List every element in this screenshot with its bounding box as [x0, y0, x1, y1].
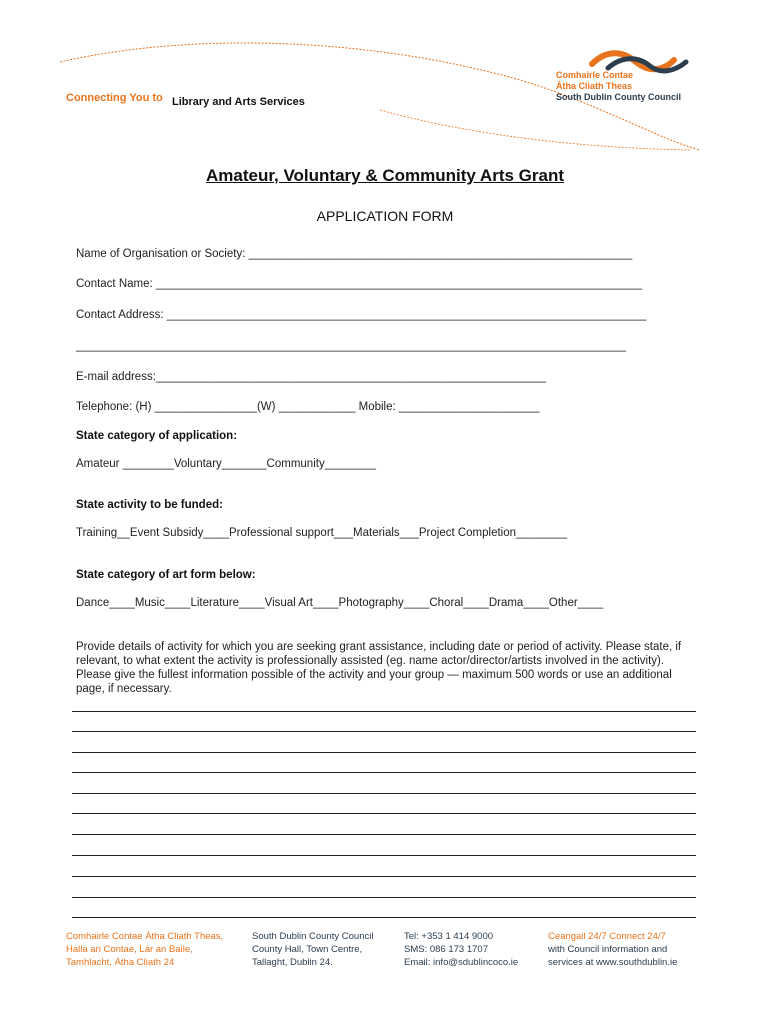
tagline: Connecting You to	[66, 92, 163, 104]
answer-line[interactable]	[72, 772, 696, 773]
answer-line[interactable]	[72, 731, 696, 732]
answer-line[interactable]	[72, 876, 696, 877]
telephone-field[interactable]: Telephone: (H) ________________(W) ____________ Mobile: ______________________	[76, 401, 540, 413]
logo-irish-line-2: Átha Cliath Theas	[556, 81, 633, 91]
address-line-2-field[interactable]: ______________________________________________________________________________________	[76, 340, 627, 352]
footer-website-link[interactable]: services at www.southdublin.ie	[548, 957, 678, 968]
answer-line[interactable]	[72, 813, 696, 814]
organisation-field[interactable]: Name of Organisation or Society: ____________________________________________________________	[76, 248, 633, 260]
form-subtitle: APPLICATION FORM	[316, 208, 454, 224]
contact-name-field[interactable]: Contact Name: ____________________________________________________________________________	[76, 278, 642, 290]
logo-english-name: South Dublin County Council	[556, 92, 681, 102]
footer-line: Comhairle Contae Átha Cliath Theas,	[66, 931, 224, 942]
details-instructions: Provide details of activity for which you are seeking grant assistance, including date or period of activity. Please state, if relevant, to what extent the activity is professionally assisted (eg. name actor/director/artists involved in the activity). Please give the fullest information possible of the activity and your group — maximum 500 words or use an additional page, if necessary.	[76, 641, 682, 695]
council-logo-text	[556, 70, 681, 103]
footer-line: Tamhlacht, Átha Cliath 24	[66, 957, 175, 968]
form-title: Amateur, Voluntary & Community Arts Grant	[206, 166, 564, 185]
footer-line: Ceangail 24/7 Connect 24/7	[548, 931, 666, 942]
answer-line[interactable]	[72, 897, 696, 898]
service-name: Library and Arts Services	[172, 96, 305, 108]
footer-phone: Tel: +353 1 414 9000	[404, 931, 494, 942]
footer-irish-address	[66, 930, 223, 969]
answer-line[interactable]	[72, 711, 696, 712]
contact-address-field[interactable]: Contact Address: ___________________________________________________________________________	[76, 309, 647, 321]
footer-english-address	[252, 930, 373, 969]
answer-line[interactable]	[72, 752, 696, 753]
answer-line[interactable]	[72, 855, 696, 856]
artform-heading: State category of art form below:	[76, 569, 256, 581]
footer-contact-details	[404, 930, 518, 969]
answer-line[interactable]	[72, 917, 696, 918]
footer-line: Tallaght, Dublin 24.	[252, 957, 333, 968]
activity-heading: State activity to be funded:	[76, 499, 223, 511]
answer-line[interactable]	[72, 793, 696, 794]
logo-irish-line-1: Comhairle Contae	[556, 70, 634, 80]
footer-connect-info	[548, 930, 677, 969]
answer-line[interactable]	[72, 834, 696, 835]
artform-options[interactable]: Dance____Music____Literature____Visual Art____Photography____Choral____Drama____Other____	[76, 597, 604, 609]
category-heading: State category of application:	[76, 430, 238, 442]
footer-line: South Dublin County Council	[252, 931, 374, 942]
footer-line: County Hall, Town Centre,	[252, 944, 363, 955]
email-field[interactable]: E-mail address:_____________________________________________________________	[76, 371, 547, 383]
footer-email-link[interactable]: Email: info@sdublincoco.ie	[404, 957, 519, 968]
footer-line: Halla an Contae, Lár an Baile,	[66, 944, 193, 955]
footer-line: with Council information and	[548, 944, 668, 955]
category-options[interactable]: Amateur ________Voluntary_______Community________	[76, 458, 376, 470]
activity-options[interactable]: Training__Event Subsidy____Professional support___Materials___Project Completion________	[76, 527, 568, 539]
footer-sms: SMS: 086 173 1707	[404, 944, 488, 955]
